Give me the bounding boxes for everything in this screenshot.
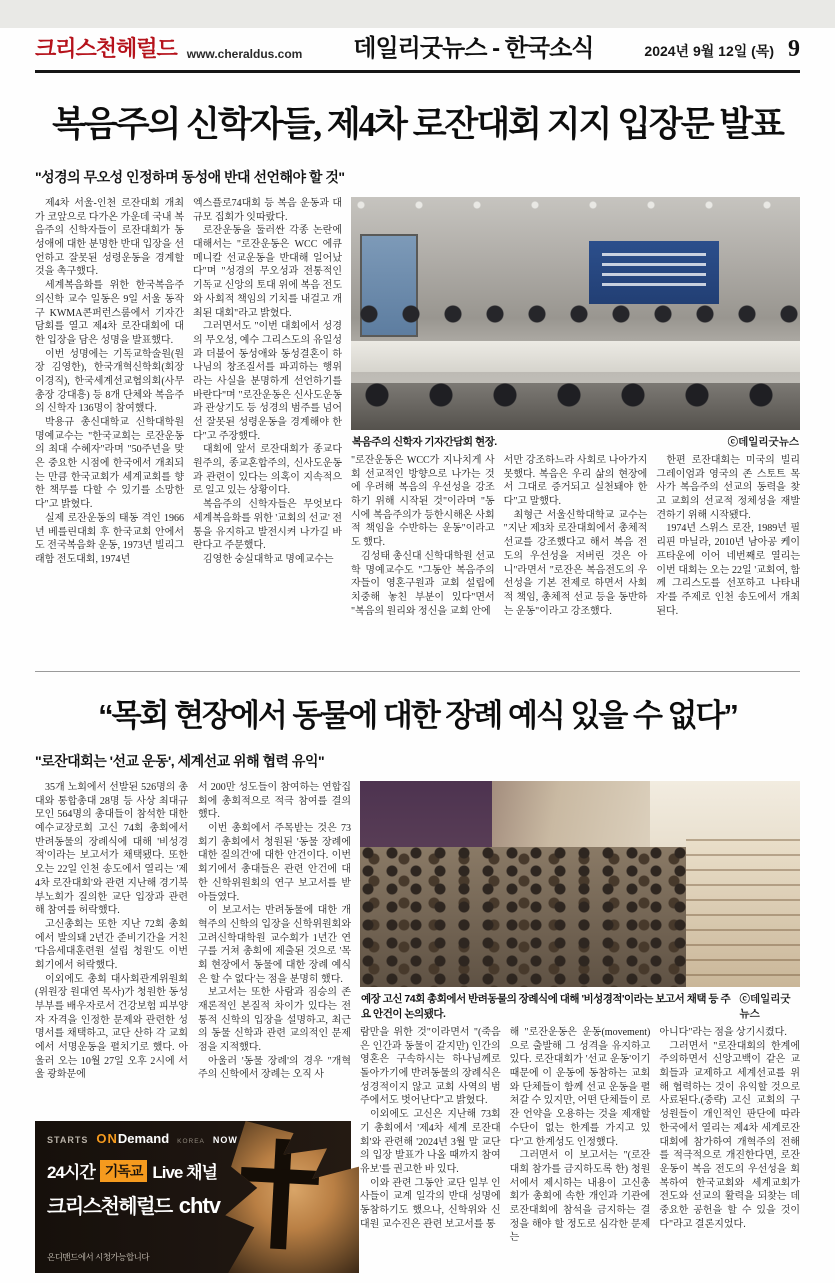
conference-table-shape (351, 341, 800, 371)
article1-column-2 (193, 197, 342, 660)
delegates-crowd-shape (360, 847, 703, 987)
photo-credit: ⓒ데일리굿뉴스 (727, 436, 799, 448)
ad-content (35, 1121, 351, 1273)
panelists-row-shape (351, 304, 800, 344)
page-number: 9 (788, 36, 800, 62)
body-paragraph: 1974년 스위스 로잔, 1989년 필리핀 마닐라, 2010년 남아공 케이프타운에 이어 네번째로 열리는 이번 대회는 오는 22일 '교회여, 함께 그리스도를 선포하고 나타내자'를 주제로 인천 송도에서 개최된다. (656, 523, 801, 617)
assembly-photo (360, 781, 800, 987)
masthead (35, 28, 800, 73)
body-paragraph: 한편 로잔대회는 미국의 빌리 그레이엄과 영국의 존 스토트 목사가 복음주의 선교의 동력을 찾고 교회의 선교적 정체성을 재발견하기 위해 시작됐다. (656, 455, 801, 521)
article-goshin-assembly (35, 671, 800, 1273)
newspaper-page (0, 28, 835, 1283)
body-paragraph: 복음주의 신학자들은 무엇보다 세계복음화를 위한 '교회의 선교' 전통을 유지하고 발전시켜 나가길 바란다고 주문했다. (193, 499, 342, 552)
article2-column-3 (360, 1026, 501, 1273)
section-title: 데일리굿뉴스 - 한국소식 (353, 35, 594, 62)
body-paragraph: 최형근 서울신학대학교 교수는 "지난 제3차 로잔대회에서 총체적 선교를 강조했다고 해서 복음 전도의 우선성을 저버린 것은 아니"라면서 "로잔은 복음전도의 우선성을 기본 전제로 하면서 사회적 책임, 총체적 선교 등을 동반하는 운동"이라고 강조했다. (503, 509, 648, 617)
ad-brand-name: 크리스천헤럴드 (47, 1196, 172, 1218)
article2-column-5 (659, 1026, 800, 1273)
article2-body (35, 781, 800, 1273)
article2-column-4 (510, 1026, 651, 1273)
ad-note: 온디맨드에서 시청가능합니다 (47, 1252, 150, 1262)
body-paragraph: 실제 로잔운동의 태동 격인 1966년 베를린대회 후 한국교회 안에서도 전국복음화 운동, 1973년 빌리그래함 전도대회, 1974년 (35, 512, 184, 565)
ad-top-row (47, 1131, 339, 1146)
newspaper-url: www.cheraldus.com (186, 47, 303, 61)
ceiling-lights-shape (351, 197, 800, 230)
article1-column-4 (504, 454, 648, 660)
ad-starts-label: STARTS (47, 1135, 89, 1145)
masthead-right (644, 36, 800, 63)
article1-headline: 복음주의 신학자들, 제4차 로잔대회 지지 입장문 발표 (52, 105, 783, 144)
body-paragraph: 보고서는 또한 사람과 짐승의 존재론적인 본질적 차이가 있다는 전통적 신학의 입장을 설명하고, 최근의 동물 신학과 관련 교의적인 문제점을 지적했다. (198, 987, 351, 1054)
ad-christian-badge: 기독교 (100, 1160, 148, 1182)
ad-brand-line (47, 1190, 339, 1219)
ondemand-logo: ONDemand (96, 1131, 170, 1146)
body-paragraph: 이외에도 총회 대사회관계위원회(위원장 원대연 목사)가 청원한 동성 부부를 배우자로서 건강보험 피부양자 자격을 인정한 문제와 관련한 성명서를 채택하고, 교단 산하 각 교회에서 서명운동을 펼치기로 했다. 아울러 오는 10월 27일 오후 2시에 서울 광화문에 (35, 973, 188, 1081)
article2-caption-row (360, 987, 800, 1026)
ad-now-label: NOW (212, 1135, 238, 1145)
conference-photo (351, 197, 800, 430)
ad-korea-label: KOREA (177, 1138, 205, 1145)
body-paragraph: 김영한 숭실대학교 명예교수는 (203, 553, 334, 565)
body-paragraph: 고신총회는 또한 지난 72회 총회에서 발의돼 2년간 준비기간을 거친 '다음세대훈련원 설립 청원'도 이번 회기에서 허락했다. (35, 918, 188, 971)
body-paragraph: 세계복음화를 위한 한국복음주의신학 교수 일동은 9일 서울 동작구 KWMA콘퍼런스룸에서 기자간담회를 열고 제4차 로잔대회에 대한 입장을 담은 성명을 발표했다. (35, 280, 184, 346)
article1-column-1 (35, 197, 184, 660)
article1-subhead: "성경의 무오성 인정하며 동성애 반대 선언해야 할 것" (35, 169, 345, 185)
pews-shape (686, 839, 800, 987)
backdrop-banner-shape (589, 241, 719, 304)
body-paragraph: 그러면서도 "이번 대회에서 성경의 무오성, 예수 그리스도의 유일성과 더불어 동성애와 동성결혼이 하나님의 창조질서를 파괴하는 행위라는 사실을 분명하게 선언하기를 바란다"며 "로잔운동은 신사도운동과 관상기도 등 성경의 범주를 넘어선 잘못된 성령운동을 경계해야 한다"고 주장했다. (193, 321, 342, 442)
article1-lower-columns (351, 454, 800, 660)
photo-caption: 예장 고신 74회 총회에서 반려동물의 장례식에 대해 '비성경적'이라는 보고서 채택 등 주요 안건이 논의됐다. (361, 993, 731, 1020)
body-paragraph: 그러면서 "로잔대회의 한계에 주의하면서 신앙고백이 같은 교회들과 교제하고 세계선교를 위해 협력하는 것이 유익할 것으로 사료된다.(중략) 고신 교회의 구성원들이 개인적인 판단에 따라 한국에서 열리는 제4차 세계로잔대회에 참가하여 개혁주의 전해를 적극적으로 개진한다면, 로잔 운동이 복음 전도의 우선성을 회복하여 한국교회와 세계교회가 전도와 선교의 활력을 되찾는 데 중요한 공헌을 할 수 있을 것이다"라고 결론지었다. (659, 1040, 801, 1230)
article2-column-2 (198, 781, 351, 1113)
ad-24h-label: 24시간 (47, 1163, 95, 1182)
body-paragraph: 이와 관련 그동안 교단 일부 인사들이 교계 일각의 반대 성명에 동참하기도 했으나, 신학위와 신대원 교수진은 관련 보고서를 통 (360, 1177, 501, 1230)
masthead-left (35, 32, 302, 63)
photo-caption: 복음주의 신학자 기자간담회 현장. (352, 436, 497, 448)
ad-live-label: Live 채널 (152, 1163, 217, 1182)
article2-left-zone (35, 781, 351, 1273)
body-paragraph: 서만 강조하느라 사회로 나아가지 못했다. 복음은 우리 삶의 현장에서 그대로 증거되고 실천돼야 한다"고 말했다. (503, 455, 648, 508)
body-paragraph: 아울러 '동물 장례'의 경우 "개혁주의 신학에서 장례는 오직 사 (198, 1055, 351, 1081)
article2-column-1 (35, 781, 188, 1113)
ad-channel-line (47, 1158, 339, 1183)
ad-chtv-label: chtv (178, 1193, 220, 1218)
body-paragraph: 람만을 위한 것"이라면서 "(죽음은 인간과 동물이 같지만) 인간의 영혼은 구속하시는 하나님께로 돌아가기에 반려동물의 장례식은 성경적이지 않고 교회 사역의 범주에서도 벗어난다"고 밝혔다. (360, 1027, 501, 1107)
article1-caption-row (351, 430, 800, 454)
article2-lower-columns (360, 1026, 800, 1273)
chtv-advertisement[interactable] (35, 1121, 351, 1273)
audience-row-shape (351, 383, 800, 430)
article2-headline: “목회 현장에서 동물에 대한 장례 예식 있을 수 없다” (98, 698, 737, 733)
newspaper-logo: 크리스천헤럴드 (35, 36, 177, 61)
body-paragraph: 로잔운동을 둘러싼 각종 논란에 대해서는 "로잔운동은 WCC 에큐메니칼 선교운동을 반대해 일어났다"며 "성경의 무오성과 전통적인 기독교 신앙의 토대 위에 복음 전도와 사회적 책임의 기치를 내걸고 개최된 대회"라고 밝혔다. (193, 225, 342, 319)
body-paragraph: 제4차 서울-인천 로잔대회 개최가 코앞으로 다가온 가운데 국내 복음주의 신학자들이 로잔대회가 동성애에 대한 분명한 반대 입장을 선언하고 잘못된 성령운동을 경계할 것을 촉구했다. (35, 198, 184, 278)
body-paragraph: 이외에도 고신은 지난해 73회기 총회에서 '제4차 세계 로잔대회'와 관련해 '2024년 3월 말 교단의 입장 발표가 나올 때까지 참여 유보'를 권고한 바 있다. (360, 1109, 501, 1175)
article-lausanne (35, 97, 800, 660)
article2-right-zone (360, 781, 800, 1273)
body-paragraph: 아니다"라는 점을 상기시켰다. (659, 1027, 787, 1038)
article1-body (35, 197, 800, 660)
article2-subhead: "로잔대회는 '선교 운동', 세계선교 위해 협력 유익" (35, 753, 325, 769)
body-paragraph: 서 200만 성도들이 참여하는 연합집회에 총회적으로 적극 참여를 결의했다. (198, 782, 351, 821)
issue-date: 2024년 9월 12일 (목) (644, 43, 774, 59)
body-paragraph: 그러면서 이 보고서는 "(로잔대회 참가를 금지하도록 한) 청원서에서 제시하는 내용이 고신총회가 총회에 속한 개인과 기관에 로잔대회에 참석을 금지하는 결정을 해야 할 정도로 심각한 문제는 (509, 1150, 651, 1244)
body-paragraph: 35개 노회에서 선발된 526명의 총대와 통합총대 28명 등 사상 최대규모인 564명의 총대들이 참석한 대한예수교장로회 고신 74회 총회에서 반려동물의 장례식에 대해 '비성경적'이라는 보고서가 채택됐다. 또한 오는 22일 인천 송도에서 열리는 '제4차 로잔대회'와 관련 지난해 경기북부노회가 질의한 교단 입장과 관련해 참여를 허락했다. (35, 782, 188, 917)
body-paragraph: 이번 총회에서 주목받는 것은 73회기 총회에서 청원된 '동물 장례에 대한 질의건'에 대한 안건이다. 이번 회기에서 총대들은 관련 안건에 대한 신학위원회의 연구 보고서를 받아들였다. (198, 823, 351, 903)
body-paragraph: 이 보고서는 반려동물에 대한 개혁주의 신학의 입장을 신학위원회와 고려신학대학원 교수회가 1년간 연구를 거쳐 총회에 제출된 것으로 '목회 현장에서 동물에 대한 장례 예식은 할 수 없다'는 점을 분명히 했다. (198, 905, 351, 985)
article1-right-zone (351, 197, 800, 660)
body-paragraph: 해 "로잔운동은 운동(movement)으로 출발해 그 성격을 유지하고 있다. 로잔대회가 '선교 운동'이기 때문에 이 운동에 동참하는 교회와 단체들이 함께 선교 운동을 펼쳐갈 수 있지만, 어떤 단체들이 로잔 언약을 오용하는 것을 제재할 수단이 없는 한계를 가지고 있다"고 한계성도 인정했다. (509, 1027, 651, 1148)
article1-column-5 (656, 454, 800, 660)
body-paragraph: 박용규 총신대학교 신학대학원 명예교수는 "한국교회는 로잔운동의 최대 수혜자"라며 "50주년을 맞은 중요한 시점에 한국에서 개최되는 만큼 한국교회가 세계교회를 향한 책무를 다할 수 있기를 소망한다"고 밝혔다. (35, 417, 184, 511)
article2-left-columns (35, 781, 351, 1113)
body-paragraph: "로잔운동은 WCC가 지나치게 사회 선교적인 방향으로 나가는 것에 우려해 복음의 우선성을 강조하기 위해 시작된 것"이라며 "동시에 복음주의가 등한시해온 사회적 책임을 수반하는 운동"이라고도 했다. (351, 455, 495, 549)
body-paragraph: 엑스플로74대회 등 복음 운동과 대규모 집회가 잇따랐다. (193, 198, 342, 223)
photo-credit: ⓒ데일리굿뉴스 (739, 993, 791, 1020)
body-paragraph: 대회에 앞서 로잔대회가 종교다원주의, 종교혼합주의, 신사도운동과 관련이 있다는 의혹이 지속적으로 일고 있는 상황이다. (193, 444, 342, 497)
body-paragraph: 이번 성명에는 기독교학술원(원장 김영한), 한국개혁신학회(회장 이경직), 한국세계선교협의회(사무총장 강대흥) 등 8개 단체와 복음주의 신학자 136명이 참여했다. (35, 348, 184, 415)
article1-column-3 (351, 454, 495, 660)
body-paragraph: 김성태 총신대 신학대학원 선교학 명예교수도 "그동안 복음주의자들이 영혼구원과 교회 설립에 치중해 놓친 부분이 있다"면서 "복음의 원리와 정신을 교회 안에 (351, 550, 495, 617)
